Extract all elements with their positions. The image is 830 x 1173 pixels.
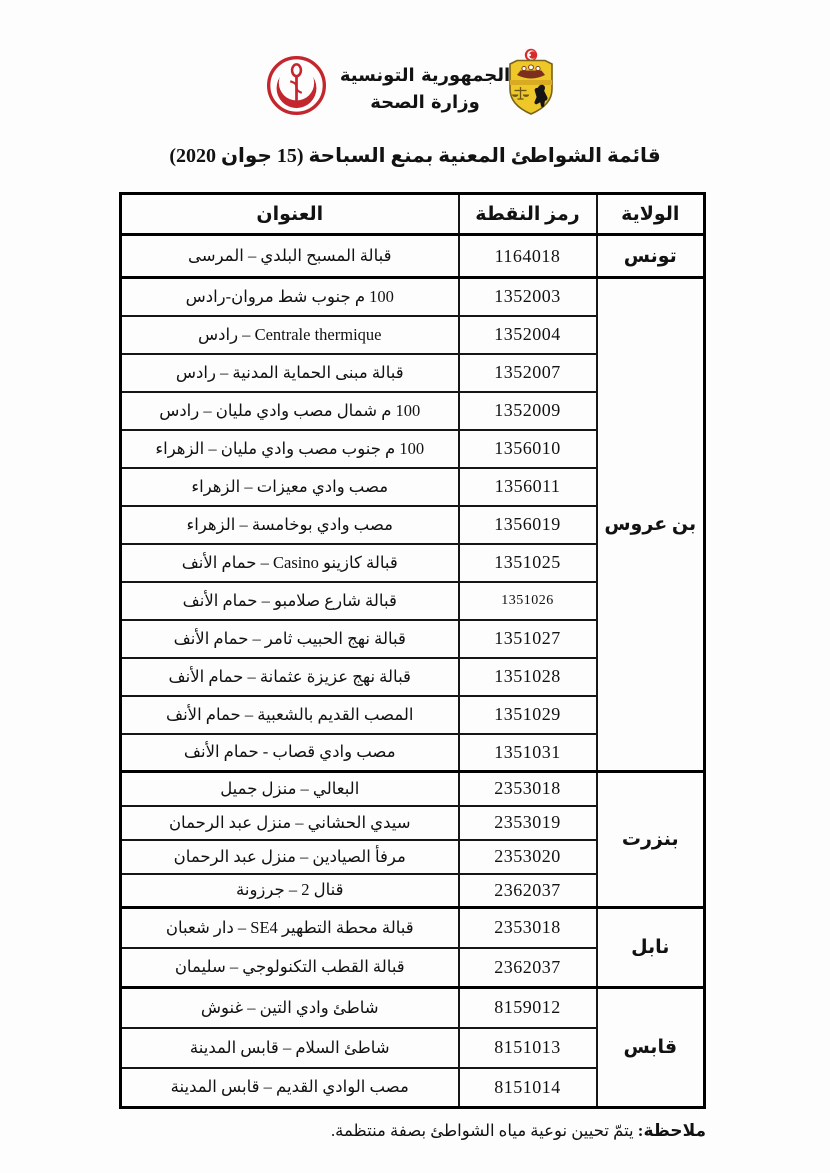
forbidden-beaches-table: [119, 192, 706, 1109]
address-cell: سيدي الحشاني – منزل عبد الرحمان: [121, 806, 459, 840]
code-cell: 1351028: [459, 658, 597, 696]
address-cell: قبالة محطة التطهير SE4 – دار شعبان: [121, 908, 459, 948]
table-row: [121, 772, 705, 806]
column-header-code: رمز النقطة: [459, 194, 597, 235]
code-cell: 1352009: [459, 392, 597, 430]
address-cell: شاطئ السلام – قابس المدينة: [121, 1028, 459, 1068]
code-cell: 8151013: [459, 1028, 597, 1068]
address-cell: مصب الوادي القديم – قابس المدينة: [121, 1068, 459, 1108]
code-cell: 1352004: [459, 316, 597, 354]
address-cell: قبالة المسبح البلدي – المرسى: [121, 235, 459, 278]
footer-note: [60, 1121, 706, 1141]
address-cell: قبالة نهج عزيزة عثمانة – حمام الأنف: [121, 658, 459, 696]
code-cell: 1356019: [459, 506, 597, 544]
table-row: [121, 908, 705, 948]
code-cell: 2362037: [459, 874, 597, 908]
governorate-cell: بن عروس: [597, 278, 705, 772]
address-cell: مصب وادي بوخامسة – الزهراء: [121, 506, 459, 544]
code-cell: 1352007: [459, 354, 597, 392]
code-cell: 1351031: [459, 734, 597, 772]
code-cell: 2353018: [459, 908, 597, 948]
code-cell: 2362037: [459, 948, 597, 988]
governorate-cell: نابل: [597, 908, 705, 988]
header-org-text: [336, 62, 514, 116]
address-cell: قبالة شارع صلامبو – حمام الأنف: [121, 582, 459, 620]
code-cell: 1356010: [459, 430, 597, 468]
code-cell: 8151014: [459, 1068, 597, 1108]
code-cell: 1356011: [459, 468, 597, 506]
address-cell: مصب وادي معيزات – الزهراء: [121, 468, 459, 506]
table-row: [121, 235, 705, 278]
code-cell: 1351027: [459, 620, 597, 658]
address-cell: مرفأ الصيادين – منزل عبد الرحمان: [121, 840, 459, 874]
address-cell: 100 م جنوب مصب وادي مليان – الزهراء: [121, 430, 459, 468]
beach-table-body: [121, 235, 705, 1108]
address-cell: قبالة نهج الحبيب ثامر – حمام الأنف: [121, 620, 459, 658]
address-cell: Centrale thermique – رادس: [121, 316, 459, 354]
address-cell: شاطئ وادي التين – غنوش: [121, 988, 459, 1028]
code-cell: 2353020: [459, 840, 597, 874]
note-text: يتمّ تحيين نوعية مياه الشواطئ بصفة منتظمة.: [331, 1121, 638, 1140]
address-cell: 100 م شمال مصب وادي مليان – رادس: [121, 392, 459, 430]
governorate-cell: تونس: [597, 235, 705, 278]
address-cell: مصب وادي قصاب - حمام الأنف: [121, 734, 459, 772]
column-header-governorate: الولاية: [597, 194, 705, 235]
ministry-of-health-logo-icon: [265, 54, 328, 117]
code-cell: 2353018: [459, 772, 597, 806]
table-header-row: [121, 194, 705, 235]
code-cell: 1351025: [459, 544, 597, 582]
code-cell: 1351029: [459, 696, 597, 734]
note-label: ملاحظة:: [637, 1121, 706, 1140]
column-header-address: العنوان: [121, 194, 459, 235]
code-cell: 1351026: [459, 582, 597, 620]
table-row: [121, 278, 705, 316]
code-cell: 1164018: [459, 235, 597, 278]
tunisia-coat-of-arms-icon: [507, 47, 555, 117]
ministry-name: وزارة الصحة: [370, 92, 480, 113]
address-cell: البعالي – منزل جميل: [121, 772, 459, 806]
address-cell: قنال 2 – جرزونة: [121, 874, 459, 908]
governorate-cell: قابس: [597, 988, 705, 1108]
address-cell: 100 م جنوب شط مروان-رادس: [121, 278, 459, 316]
table-row: [121, 988, 705, 1028]
code-cell: 8159012: [459, 988, 597, 1028]
address-cell: قبالة القطب التكنولوجي – سليمان: [121, 948, 459, 988]
republic-name: الجمهورية التونسية: [339, 65, 511, 86]
address-cell: قبالة مبنى الحماية المدنية – رادس: [121, 354, 459, 392]
governorate-cell: بنزرت: [597, 772, 705, 908]
page-title: قائمة الشواطئ المعنية بمنع السباحة (15 جوان 2020): [169, 145, 661, 167]
code-cell: 1352003: [459, 278, 597, 316]
address-cell: قبالة كازينو Casino – حمام الأنف: [121, 544, 459, 582]
address-cell: المصب القديم بالشعبية – حمام الأنف: [121, 696, 459, 734]
code-cell: 2353019: [459, 806, 597, 840]
